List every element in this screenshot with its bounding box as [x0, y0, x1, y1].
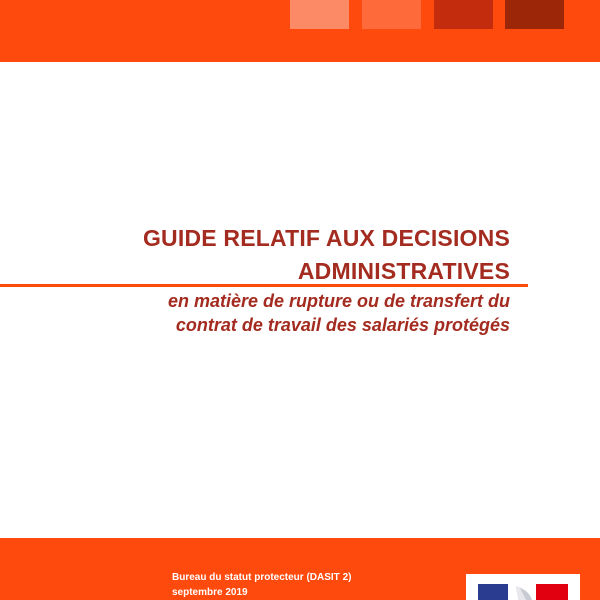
- color-swatch: [290, 0, 349, 29]
- title-line-1: GUIDE RELATIF AUX DECISIONS: [142, 225, 510, 251]
- subtitle-line-2: contrat de travail des salariés protégés: [175, 315, 510, 335]
- color-swatch: [362, 0, 421, 29]
- document-title: [143, 222, 510, 288]
- bureau-name: Bureau du statut protecteur (DASIT 2): [172, 572, 352, 583]
- document-subtitle: [168, 289, 510, 337]
- title-divider: [0, 284, 528, 287]
- color-swatch: [505, 0, 564, 29]
- color-swatch: [434, 0, 493, 29]
- subtitle-line-1: en matière de rupture ou de transfert du: [167, 291, 510, 311]
- publication-date: septembre 2019: [172, 587, 248, 598]
- logo-flag-icon: [466, 574, 580, 600]
- marianne-republique-logo-icon: [466, 574, 580, 600]
- bureau-info: [172, 570, 351, 600]
- title-line-2: ADMINISTRATIVES: [297, 258, 510, 284]
- header-band: [0, 0, 600, 62]
